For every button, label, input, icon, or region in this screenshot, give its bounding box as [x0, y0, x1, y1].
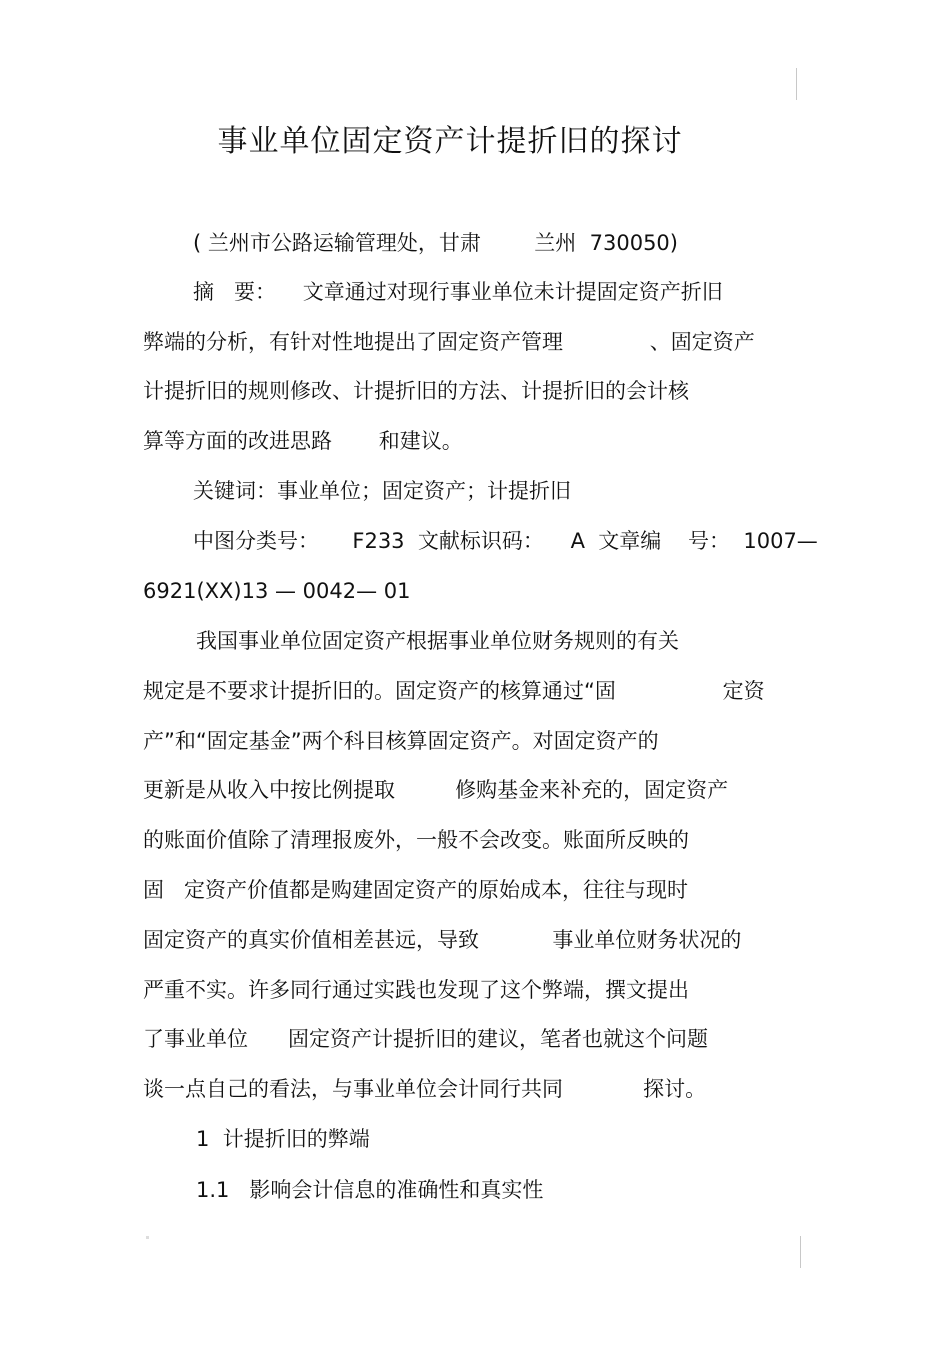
author-affiliation: ( 兰州市公路运输管理处，甘肃 兰州 730050): [193, 231, 678, 255]
classification-line: 6921(XX)13 — 0042— 01: [143, 579, 411, 603]
abstract-line: 计提折旧的规则修改、计提折旧的方法、计提折旧的会计核: [143, 379, 689, 403]
body-line: 了事业单位 固定资产计提折旧的建议，笔者也就这个问题: [143, 1027, 709, 1051]
body-line: 规定是不要求计提折旧的。固定资产的核算通过“固 定资: [143, 679, 765, 703]
body-line: 更新是从收入中按比例提取 修购基金来补充的，固定资产: [143, 778, 729, 802]
body-line: 固 定资产价值都是购建固定资产的原始成本，往往与现时: [143, 878, 689, 902]
body-line: 严重不实。许多同行通过实践也发现了这个弊端，撰文提出: [143, 978, 689, 1002]
crop-mark-bottom: [800, 1236, 801, 1268]
abstract-line: 算等方面的改进思路 和建议。: [143, 429, 463, 453]
crop-mark-top: [796, 68, 797, 100]
keywords: 关键词：事业单位；固定资产；计提折旧: [193, 479, 571, 503]
scan-dot: [146, 1236, 149, 1239]
classification-line: 中图分类号： F233 文献标识码： A 文章编 号： 1007—: [193, 529, 818, 553]
body-line: 的账面价值除了清理报废外，一般不会改变。账面所反映的: [143, 828, 689, 852]
section-heading: 1 计提折旧的弊端: [196, 1127, 370, 1151]
body-line: 我国事业单位固定资产根据事业单位财务规则的有关: [196, 629, 679, 653]
subsection-heading: 1.1 影响会计信息的准确性和真实性: [196, 1178, 544, 1202]
body-line: 固定资产的真实价值相差甚远，导致 事业单位财务状况的: [143, 928, 742, 952]
body-line: 谈一点自己的看法，与事业单位会计同行共同 探讨。: [143, 1077, 707, 1101]
abstract-line: 摘 要： 文章通过对现行事业单位未计提固定资产折旧: [193, 280, 723, 304]
document-title: 事业单位固定资产计提折旧的探讨: [217, 124, 683, 159]
body-line: 产”和“固定基金”两个科目核算固定资产。对固定资产的: [143, 729, 659, 753]
abstract-line: 弊端的分析，有针对性地提出了固定资产管理 、固定资产: [143, 330, 755, 354]
